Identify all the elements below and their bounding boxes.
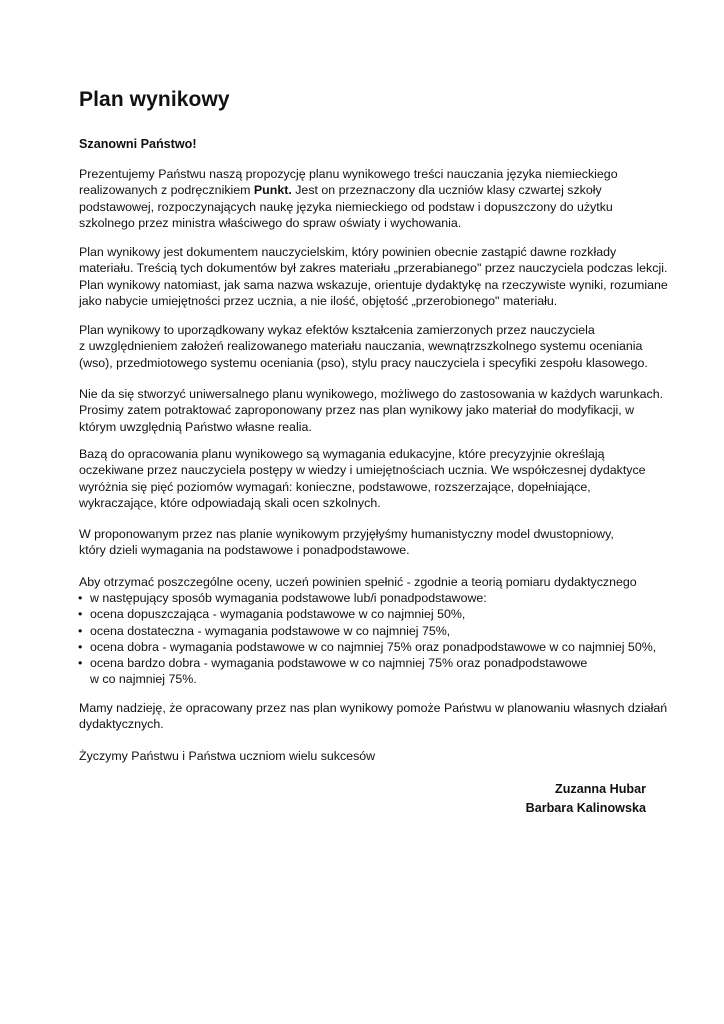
- paragraph-plan-structure: [79, 322, 659, 371]
- list-item: [78, 623, 668, 639]
- list-item-text: ocena dostateczna - wymagania podstawowe w co najmniej 75%,: [90, 623, 451, 638]
- paragraph-line: który dzieli wymagania na podstawowe i ponadpodstawowe.: [79, 543, 410, 558]
- bullet-icon: •: [78, 607, 83, 622]
- greeting: Szanowni Państwo!: [79, 137, 197, 151]
- paragraph-line: z uwzględnieniem założeń realizowanego materiału nauczania, wewnątrzszkolnego systemu oceniania: [79, 339, 643, 354]
- paragraph-line: którym uwzględnią Państwo własne realia.: [79, 419, 312, 434]
- list-item: [78, 655, 668, 671]
- paragraph-line: Mamy nadzieję, że opracowany przez nas plan wynikowy pomoże Państwu w planowaniu własnych działań: [79, 701, 668, 715]
- paragraph-model: [79, 526, 659, 559]
- paragraph-requirements: [79, 446, 659, 511]
- bullet-icon: •: [78, 656, 83, 671]
- list-item: [78, 606, 668, 622]
- paragraph-text: Jest on przeznaczony dla uczniów klasy czwartej szkoły: [291, 183, 602, 198]
- list-item: [78, 639, 668, 655]
- paragraph-plan-definition: [79, 244, 668, 309]
- paragraph-line: materiału. Treścią tych dokumentów był zakres materiału „przerabianego" przez nauczyciela podczas lekcji.: [79, 261, 668, 276]
- paragraph-line: szkolnego przez ministra właściwego do spraw oświaty i wychowania.: [79, 215, 462, 230]
- paragraph-line: Plan wynikowy jest dokumentem nauczycielskim, który powinien obecnie zastąpić dawne rozkłady: [79, 245, 617, 259]
- paragraph-line: podstawowej, rozpoczynających naukę języka niemieckiego od podstaw i dopuszczony do użytku: [79, 199, 613, 214]
- paragraph-line: jako nabycie umiejętności przez ucznia, a nie ilość, objętość „przerobionego" materiału.: [79, 293, 558, 308]
- paragraph-intro: [79, 166, 659, 231]
- page-title: Plan wynikowy: [79, 88, 230, 111]
- list-item-text: ocena dobra - wymagania podstawowe w co najmniej 75% oraz ponadpodstawowe w co najmniej 50%,: [90, 639, 657, 654]
- list-item-text: w następujący sposób wymagania podstawowe lub/i ponadpodstawowe:: [90, 591, 487, 606]
- bullet-icon: •: [78, 639, 83, 654]
- paragraph-line: wyróżnia się pięć poziomów wymagań: konieczne, podstawowe, rozszerzające, dopełniające,: [79, 479, 591, 494]
- paragraph-line: Plan wynikowy to uporządkowany wykaz efektów kształcenia zamierzonych przez nauczyciela: [79, 323, 595, 337]
- paragraph-hope: [79, 700, 668, 733]
- paragraph-line: W proponowanym przez nas planie wynikowym przyjęłyśmy humanistyczny model dwustopniowy,: [79, 527, 614, 541]
- list-intro: Aby otrzymać poszczególne oceny, uczeń powinien spełnić - zgodnie a teorią pomiaru dydaktycznego: [79, 575, 637, 589]
- list-item-text: w co najmniej 75%.: [90, 672, 197, 687]
- paragraph-line: oczekiwane przez nauczyciela postępy w wiedzy i umiejętnościach ucznia. We współczesnej dydaktyce: [79, 463, 646, 478]
- list-item-text: ocena dopuszczająca - wymagania podstawowe w co najmniej 50%,: [90, 607, 466, 622]
- signature-author-1: Zuzanna Hubar: [555, 782, 646, 796]
- paragraph-line: Bazą do opracowania planu wynikowego są wymagania edukacyjne, które precyzyjnie określają: [79, 447, 605, 461]
- paragraph-line: Życzymy Państwu i Państwa uczniom wielu sukcesów: [79, 749, 376, 763]
- list-item: [78, 590, 668, 606]
- paragraph-line: Prezentujemy Państwu naszą propozycję planu wynikowego treści nauczania języka niemieckiego: [79, 167, 618, 181]
- paragraph-universal-plan: [79, 386, 664, 435]
- paragraph-line: dydaktycznych.: [79, 717, 164, 732]
- paragraph-line: [79, 182, 659, 198]
- list-item-text: ocena bardzo dobra - wymagania podstawowe w co najmniej 75% oraz ponadpodstawowe: [90, 656, 588, 671]
- paragraph-text: realizowanych z podręcznikiem: [79, 183, 254, 198]
- grading-list: [78, 574, 668, 687]
- textbook-name: Punkt.: [253, 183, 292, 198]
- paragraph-line: Nie da się stworzyć uniwersalnego planu wynikowego, możliwego do zastosowania w każdych warunkach.: [79, 387, 664, 401]
- signature-author-2: Barbara Kalinowska: [525, 801, 646, 815]
- paragraph-line: Plan wynikowy natomiast, jak sama nazwa wskazuje, orientuje dydaktykę na rzeczywiste wyniki, rozumiane: [79, 277, 668, 292]
- bullet-icon: •: [78, 623, 83, 638]
- paragraph-line: wykraczające, które odpowiadają skali ocen szkolnych.: [79, 495, 381, 510]
- paragraph-line: (wso), przedmiotowego systemu oceniania (pso), stylu pracy nauczyciela i specyfiki zespołu klasowego.: [79, 355, 648, 370]
- list-item-continuation: [78, 671, 668, 687]
- closing-line: [79, 748, 659, 764]
- paragraph-line: Prosimy zatem potraktować zaproponowany przez nas plan wynikowy jako materiał do modyfikacji, w: [79, 403, 635, 418]
- bullet-icon: •: [78, 591, 83, 606]
